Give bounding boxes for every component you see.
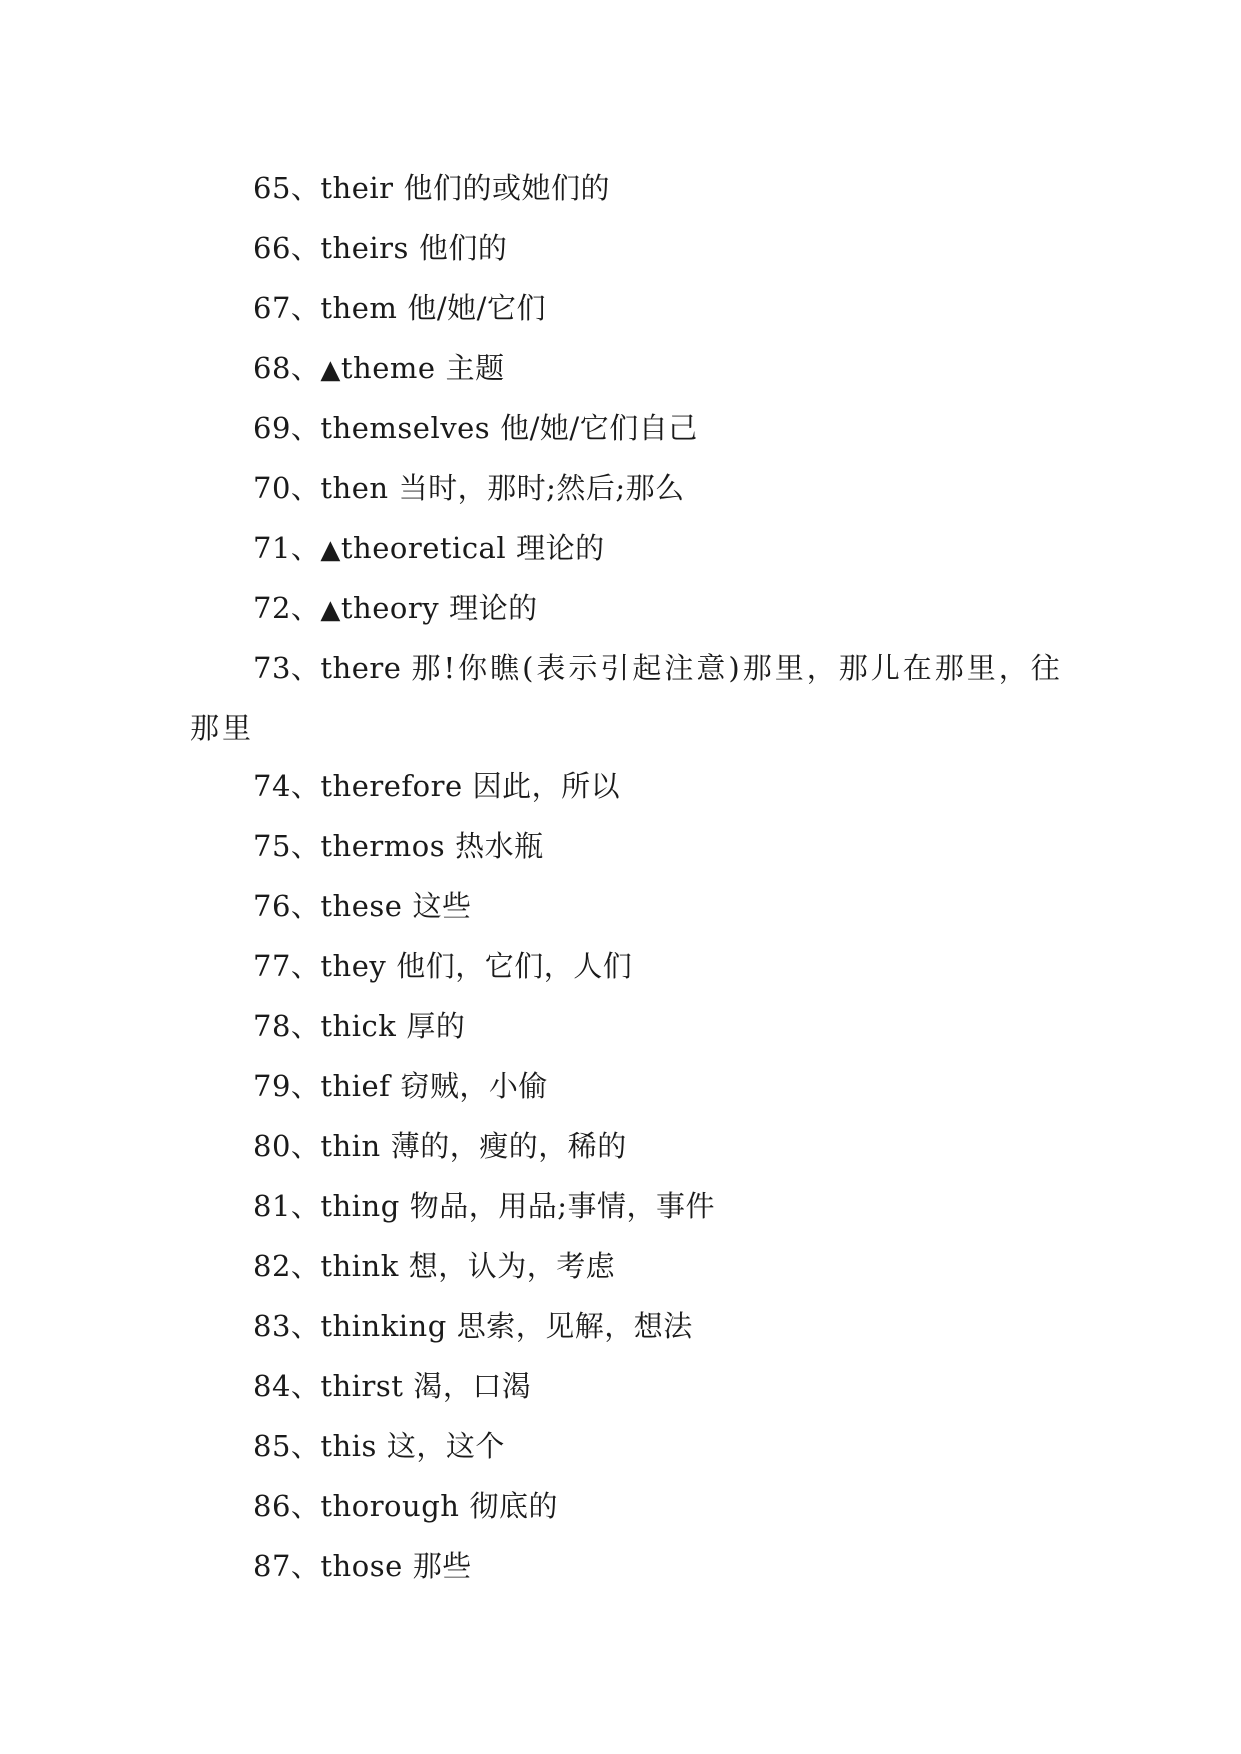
entry-word: thorough — [320, 1489, 460, 1523]
entry-meaning: 那些 — [412, 1549, 472, 1583]
entry-meaning: 理论的 — [516, 531, 605, 565]
entry-meaning: 厚的 — [406, 1009, 466, 1043]
entry-meaning: 那!你瞧(表示引起注意)那里，那儿在那里，往那里 — [190, 651, 1063, 745]
list-item — [190, 1177, 1090, 1237]
entry-number: 71、 — [253, 531, 321, 565]
triangle-icon: ▲ — [320, 355, 341, 385]
entry-number: 85、 — [253, 1429, 321, 1463]
entry-number: 80、 — [253, 1129, 321, 1163]
entry-word: theme — [340, 351, 436, 385]
entry-number: 79、 — [253, 1069, 321, 1103]
entry-number: 73、 — [253, 651, 321, 685]
entry-number: 87、 — [253, 1549, 321, 1583]
entry-number: 66、 — [253, 231, 321, 265]
entry-word: thief — [320, 1069, 391, 1103]
list-item — [190, 339, 1090, 399]
entry-number: 68、 — [253, 351, 321, 385]
entry-meaning: 热水瓶 — [455, 829, 544, 863]
entry-word: think — [320, 1249, 399, 1283]
list-item — [190, 399, 1090, 459]
entry-meaning: 渴，口渴 — [413, 1369, 532, 1403]
entry-number: 82、 — [253, 1249, 321, 1283]
list-item — [190, 1057, 1090, 1117]
entry-meaning: 想，认为，考虑 — [408, 1249, 616, 1283]
list-item — [190, 519, 1090, 579]
entry-meaning: 物品，用品;事情，事件 — [409, 1189, 716, 1223]
entry-meaning: 主题 — [445, 351, 505, 385]
list-item — [190, 579, 1090, 639]
list-item — [190, 1297, 1090, 1357]
entry-word: thin — [320, 1129, 381, 1163]
entry-meaning: 他/她/它们自己 — [500, 411, 698, 445]
list-item — [190, 639, 1090, 757]
entry-word: their — [320, 171, 394, 205]
entry-number: 67、 — [253, 291, 321, 325]
entry-word: theory — [340, 591, 440, 625]
entry-meaning: 这些 — [412, 889, 472, 923]
entry-number: 78、 — [253, 1009, 321, 1043]
list-item — [190, 1417, 1090, 1477]
list-item — [190, 937, 1090, 997]
entry-meaning: 窃贼，小偷 — [400, 1069, 548, 1103]
entry-number: 72、 — [253, 591, 321, 625]
list-item — [190, 877, 1090, 937]
entry-meaning: 这，这个 — [386, 1429, 505, 1463]
entry-meaning: 理论的 — [449, 591, 538, 625]
list-item — [190, 757, 1090, 817]
triangle-icon: ▲ — [320, 595, 341, 625]
entry-word: thing — [320, 1189, 400, 1223]
entry-meaning: 彻底的 — [469, 1489, 558, 1523]
entry-word: theirs — [320, 231, 409, 265]
entry-word: this — [320, 1429, 377, 1463]
entry-number: 69、 — [253, 411, 321, 445]
entry-meaning: 当时，那时;然后;那么 — [398, 471, 685, 505]
list-item — [190, 459, 1090, 519]
entry-word: theoretical — [340, 531, 507, 565]
entry-number: 65、 — [253, 171, 321, 205]
list-item — [190, 1357, 1090, 1417]
list-item — [190, 997, 1090, 1057]
entry-word: therefore — [320, 769, 463, 803]
list-item — [190, 1237, 1090, 1297]
list-item — [190, 219, 1090, 279]
entry-number: 81、 — [253, 1189, 321, 1223]
entry-meaning: 思索，见解，想法 — [456, 1309, 693, 1343]
entry-number: 77、 — [253, 949, 321, 983]
entry-word: themselves — [320, 411, 491, 445]
entry-number: 70、 — [253, 471, 321, 505]
entry-word: thinking — [320, 1309, 447, 1343]
entry-word: they — [320, 949, 387, 983]
entry-meaning: 因此，所以 — [472, 769, 621, 803]
entry-word: thick — [320, 1009, 397, 1043]
entry-meaning: 薄的，瘦的，稀的 — [390, 1129, 627, 1163]
list-item — [190, 159, 1090, 219]
entry-number: 86、 — [253, 1489, 321, 1523]
entry-word: them — [320, 291, 398, 325]
entry-word: these — [320, 889, 403, 923]
vocabulary-list — [190, 159, 1090, 1597]
list-item — [190, 817, 1090, 877]
entry-number: 75、 — [253, 829, 321, 863]
entry-word: then — [320, 471, 389, 505]
list-item — [190, 279, 1090, 339]
triangle-icon: ▲ — [320, 535, 341, 565]
entry-meaning: 他们，它们，人们 — [396, 949, 633, 983]
entry-word: thermos — [320, 829, 446, 863]
list-item — [190, 1477, 1090, 1537]
entry-number: 74、 — [253, 769, 321, 803]
list-item — [190, 1537, 1090, 1597]
entry-word: there — [320, 651, 402, 685]
entry-number: 84、 — [253, 1369, 321, 1403]
entry-number: 83、 — [253, 1309, 321, 1343]
list-item — [190, 1117, 1090, 1177]
entry-word: thirst — [320, 1369, 404, 1403]
entry-word: those — [320, 1549, 403, 1583]
entry-meaning: 他们的 — [418, 231, 508, 265]
entry-number: 76、 — [253, 889, 321, 923]
entry-meaning: 他们的或她们的 — [403, 171, 611, 205]
entry-meaning: 他/她/它们 — [407, 291, 546, 325]
